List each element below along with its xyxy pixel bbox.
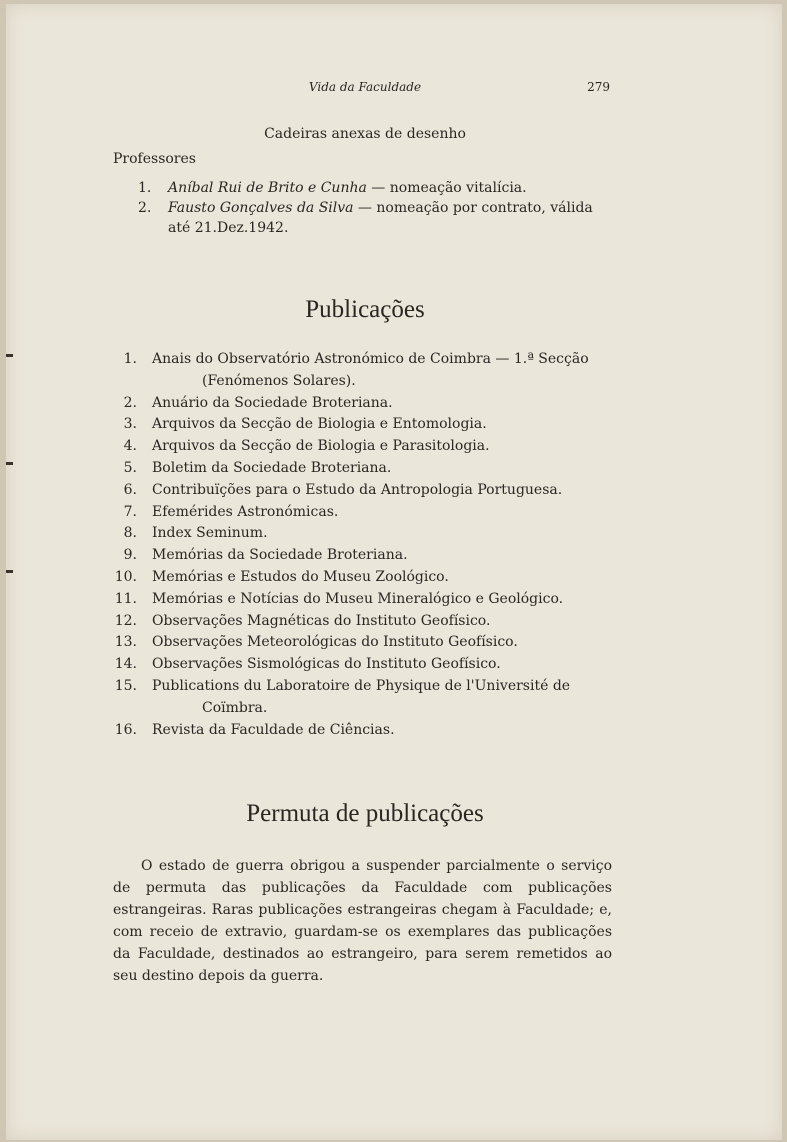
publication-title: Observações Magnéticas do Instituto Geofísico.	[152, 612, 491, 629]
running-head-title: Vida da Faculdade	[308, 80, 422, 94]
professor-entry	[138, 178, 613, 198]
publication-number: 3.	[123, 416, 137, 433]
professor-appointment-cont: até 21.Dez.1942.	[168, 220, 289, 236]
publication-title: Memórias e Estudos do Museu Zoológico.	[152, 568, 449, 585]
publication-number: 16.	[114, 721, 137, 738]
publication-title: Index Seminum.	[152, 525, 268, 542]
publication-title: Efemérides Astronómicas.	[152, 503, 339, 520]
permuta-heading: Permuta de publicações	[246, 800, 484, 827]
publication-list	[112, 349, 612, 741]
publicacoes-heading: Publicações	[305, 296, 425, 323]
publication-number: 12.	[114, 612, 137, 629]
publication-item	[112, 436, 612, 458]
publication-item	[112, 567, 612, 589]
publication-item	[112, 414, 612, 436]
professor-number: 1.	[138, 180, 152, 196]
publication-item	[112, 480, 612, 502]
publication-number: 4.	[123, 438, 137, 455]
publication-title: Observações Meteorológicas do Instituto Geofísico.	[152, 634, 518, 651]
permuta-paragraph: O estado de guerra obrigou a suspender parcialmente o serviço de permuta das publicações da Faculdade com publicações estrangeiras. Raras publicações estrangeiras chegam à Faculdade; e, com receio de extravio, guardam-se os exemplares das publicações da Faculdade, destinados ao estrangeiro, para serem remetidos ao seu destino depois da guerra.	[113, 858, 612, 984]
professor-list	[138, 178, 613, 238]
publication-number: 10.	[114, 568, 137, 585]
page-edge-mark	[6, 570, 13, 573]
publication-title: Memórias e Notícias do Museu Mineralógico e Geológico.	[152, 590, 564, 607]
publication-title: Arquivos da Secção de Biologia e Entomologia.	[152, 416, 487, 433]
publication-title: Contribuïções para o Estudo da Antropologia Portuguesa.	[152, 481, 563, 498]
publication-title: Anais do Observatório Astronómico de Coimbra — 1.ª Secção	[152, 351, 589, 367]
publication-item	[112, 632, 612, 654]
publication-item	[112, 589, 612, 611]
professor-name: Fausto Gonçalves da Silva	[168, 200, 354, 216]
publication-item	[112, 458, 612, 480]
publication-number: 11.	[114, 590, 137, 607]
publication-title: Arquivos da Secção de Biologia e Parasitologia.	[152, 438, 490, 455]
publication-item	[112, 349, 612, 393]
publication-item	[112, 720, 612, 742]
publication-number: 1.	[123, 351, 137, 367]
publication-title: Memórias da Sociedade Broteriana.	[152, 547, 408, 564]
professor-appointment: — nomeação por contrato, válida	[353, 200, 593, 216]
publication-item	[112, 676, 612, 720]
publication-number: 8.	[123, 525, 137, 542]
publication-number: 9.	[123, 547, 137, 564]
publication-title: Boletim da Sociedade Broteriana.	[152, 459, 392, 476]
professores-label: Professores	[113, 151, 196, 167]
publication-number: 14.	[114, 656, 137, 673]
page-number: 279	[587, 80, 610, 94]
publication-title-cont: (Fenómenos Solares).	[202, 372, 356, 389]
page-edge-mark	[6, 462, 13, 465]
professor-name: Aníbal Rui de Brito e Cunha	[168, 180, 367, 196]
publication-title-cont: Coïmbra.	[202, 699, 268, 716]
publication-item	[112, 611, 612, 633]
publication-item	[112, 502, 612, 524]
publication-item	[112, 393, 612, 415]
publication-title: Observações Sismológicas do Instituto Geofísico.	[152, 656, 501, 673]
publication-title: Publications du Laboratoire de Physique de l'Université de	[152, 677, 571, 694]
publication-title: Revista da Faculdade de Ciências.	[152, 721, 395, 738]
publication-number: 5.	[123, 459, 137, 476]
publication-item	[112, 545, 612, 567]
professor-appointment: — nomeação vitalícia.	[366, 180, 527, 196]
professor-entry	[138, 198, 613, 238]
publication-title: Anuário da Sociedade Broteriana.	[152, 394, 393, 411]
page-edge-mark	[6, 354, 13, 357]
publication-item	[112, 654, 612, 676]
publication-number: 13.	[114, 634, 137, 651]
professor-number: 2.	[138, 200, 152, 216]
publication-number: 15.	[114, 677, 137, 694]
publication-number: 2.	[123, 394, 137, 411]
publication-number: 7.	[123, 503, 137, 520]
running-head	[120, 80, 610, 100]
publication-item	[112, 523, 612, 545]
publication-number: 6.	[123, 481, 137, 498]
cadeiras-title: Cadeiras anexas de desenho	[264, 126, 466, 142]
